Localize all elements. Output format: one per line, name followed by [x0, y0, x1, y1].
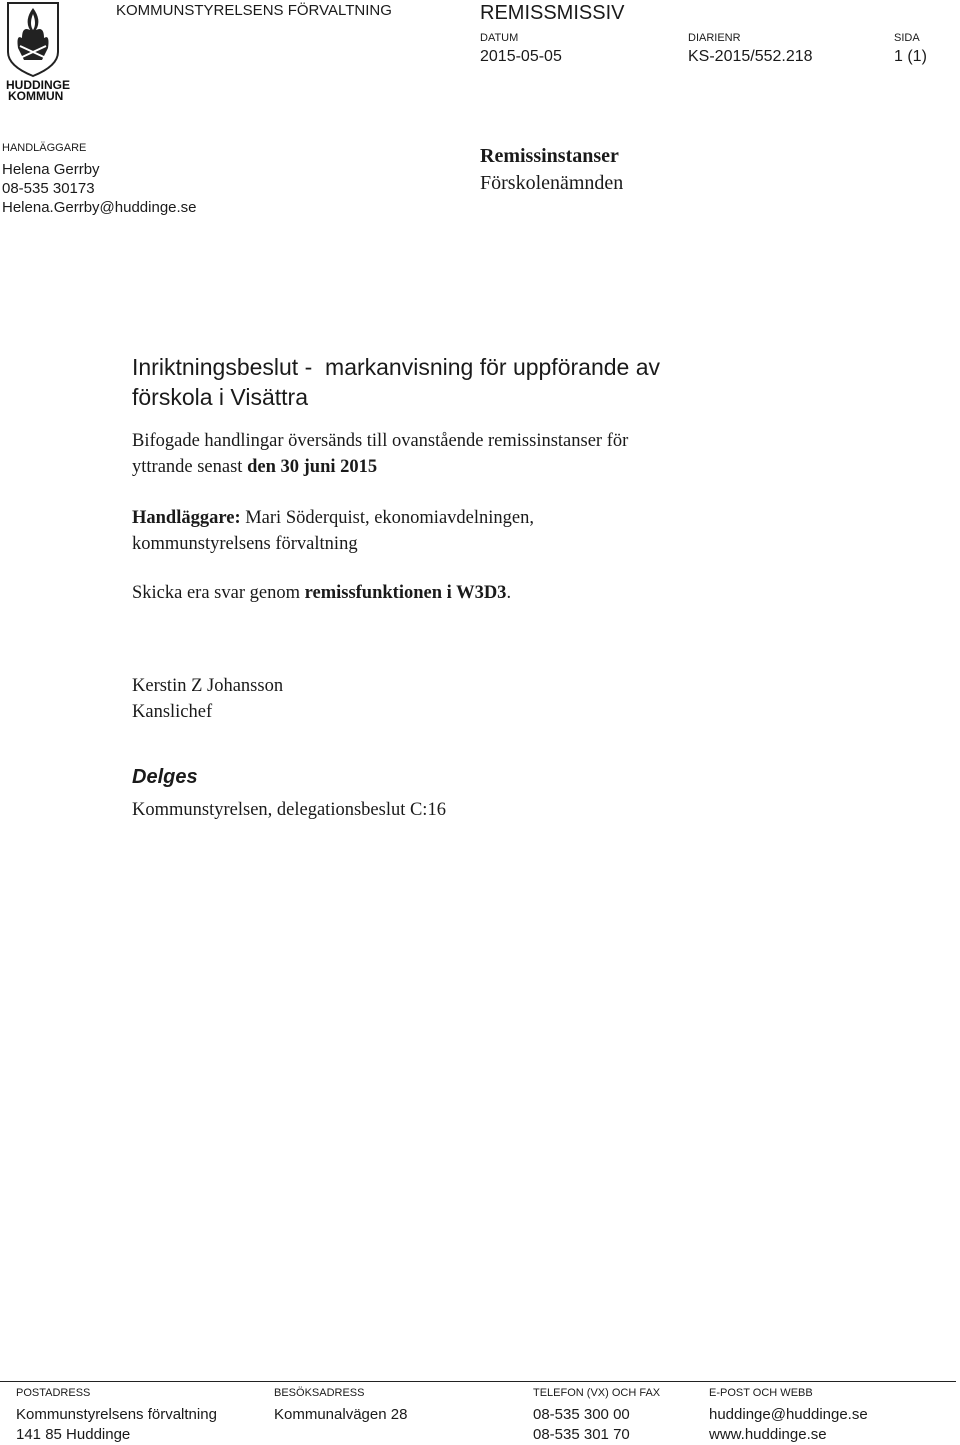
text-span: yttrande senast — [132, 457, 248, 477]
footer-line: Kommunstyrelsens förvaltning — [16, 1406, 217, 1423]
text-span: Mari Söderquist, ekonomiavdelningen, — [240, 508, 534, 528]
paragraph-handler — [132, 505, 534, 557]
footer-label: POSTADRESS — [16, 1387, 91, 1399]
handler-phone: 08-535 30173 — [2, 180, 95, 197]
diary-label: DIARIENR — [688, 32, 741, 44]
subject-heading — [132, 352, 660, 412]
footer-line: Kommunalvägen 28 — [274, 1406, 408, 1423]
handler-email: Helena.Gerrby@huddinge.se — [2, 199, 197, 216]
handler-heading: Handläggare: — [132, 508, 241, 528]
svg-text:KOMMUN: KOMMUN — [8, 89, 64, 102]
deadline: den 30 juni 2015 — [247, 457, 378, 477]
page-value: 1 (1) — [894, 48, 927, 65]
footer-divider — [0, 1381, 956, 1382]
subject-line: förskola i Visättra — [132, 384, 308, 410]
text-line — [132, 454, 628, 480]
footer-visit — [274, 1387, 407, 1425]
footer-web-link[interactable]: www.huddinge.se — [709, 1426, 827, 1443]
footer-line: 08-535 301 70 — [533, 1426, 630, 1443]
text-line: Bifogade handlingar översänds till ovanstående remissinstanser för — [132, 431, 629, 451]
date-label: DATUM — [480, 32, 519, 44]
paragraph-intro — [132, 428, 628, 480]
subject-line: Inriktningsbeslut - markanvisning för uppförande av — [132, 354, 661, 380]
footer-phone — [533, 1387, 660, 1445]
text-line: kommunstyrelsens förvaltning — [132, 534, 358, 554]
document-type: REMISSMISSIV — [480, 2, 625, 24]
recipients-block — [480, 143, 623, 197]
paragraph-reply — [132, 580, 511, 606]
footer-label: BESÖKSADRESS — [274, 1387, 365, 1399]
handler-name: Helena Gerrby — [2, 161, 100, 178]
text-span: . — [506, 583, 512, 603]
recipient-item: Förskolenämnden — [480, 172, 624, 194]
footer-line: 141 85 Huddinge — [16, 1426, 131, 1443]
org-name: KOMMUNSTYRELSENS FÖRVALTNING — [116, 2, 392, 19]
footer-web — [709, 1387, 868, 1445]
footer-line: 08-535 300 00 — [533, 1406, 630, 1423]
text-line — [132, 505, 534, 531]
handler-label: HANDLÄGGARE — [2, 142, 87, 154]
svg-text:HUDDINGE: HUDDINGE — [6, 78, 70, 92]
text-span: Skicka era svar genom — [132, 583, 305, 603]
footer-label: E-POST OCH WEBB — [709, 1387, 813, 1399]
footer-label: TELEFON (VX) OCH FAX — [533, 1387, 661, 1399]
reply-function: remissfunktionen i W3D3 — [304, 583, 507, 603]
footer-postal — [16, 1387, 217, 1445]
date-value: 2015-05-05 — [480, 48, 562, 65]
handler-block — [2, 142, 197, 217]
page-label: SIDA — [894, 32, 920, 44]
diary-value: KS-2015/552.218 — [688, 48, 813, 65]
footer-email-link[interactable]: huddinge@huddinge.se — [709, 1406, 868, 1423]
recipients-title: Remissinstanser — [480, 145, 619, 167]
coat-of-arms-icon — [0, 0, 70, 102]
signer-name: Kerstin Z Johansson — [132, 676, 284, 696]
distribution-text: Kommunstyrelsen, delegationsbeslut C:16 — [132, 800, 446, 820]
distribution-heading: Delges — [132, 766, 198, 788]
municipality-logo — [0, 0, 70, 102]
signer-title: Kanslichef — [132, 702, 213, 722]
signature-block — [132, 673, 283, 725]
